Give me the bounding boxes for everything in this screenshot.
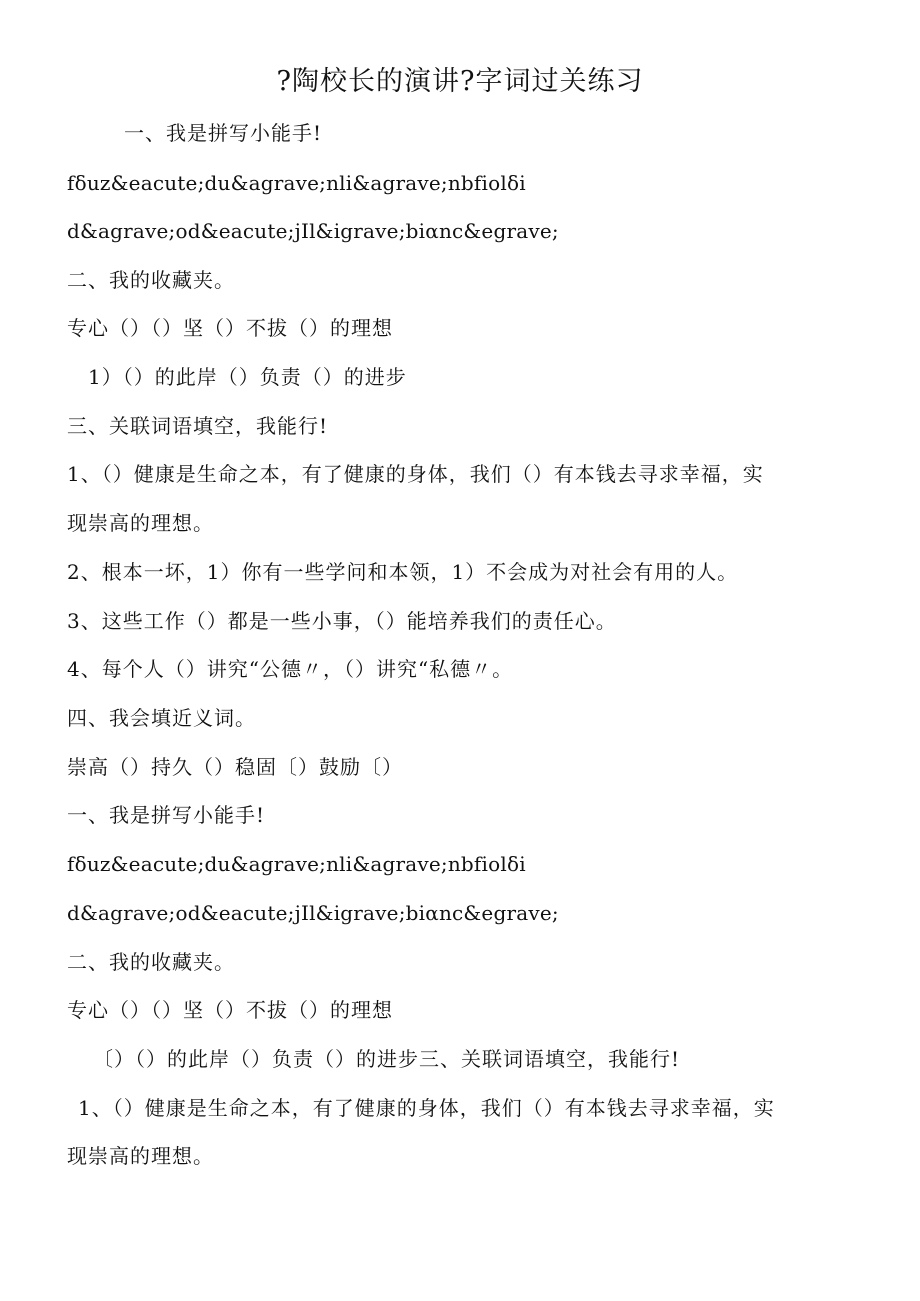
section-4-heading: 四、我会填近义词。 (67, 706, 256, 730)
section-2-heading: 二、我的收藏夹。 (67, 268, 235, 292)
section-1-heading: 一、我是拼写小能手! (124, 121, 323, 145)
fill-blank-line-2: 1）（）的此岸（）负责（）的进步 (88, 365, 407, 389)
question-2: 2、根本一坏，1）你有一些学问和本领，1）不会成为对社会有用的人。 (67, 560, 739, 584)
question-3: 3、这些工作（）都是一些小事，（）能培养我们的责任心。 (67, 609, 617, 633)
pinyin-line-2-repeat: d&agrave;od&eacute;jIl&igrave;biαnc&egrave; (67, 901, 559, 925)
fill-blank-line-2-repeat: 〔）（）的此岸（）负责（）的进步三、关联词语填空，我能行! (93, 1047, 681, 1071)
question-1-line-1: 1、（）健康是生命之本，有了健康的身体，我们（）有本钱去寻求幸福，实 (67, 462, 764, 486)
section-2-heading-repeat: 二、我的收藏夹。 (67, 950, 235, 974)
synonym-line: 崇高（）持久（）稳固〔）鼓励〔） (67, 755, 403, 779)
question-1-line-2: 现崇高的理想。 (67, 511, 214, 535)
pinyin-line-1-repeat: fδuz&eacute;du&agrave;nli&agrave;nbfiolδi (67, 852, 526, 876)
fill-blank-line-1: 专心（）（）坚（）不拔（）的理想 (67, 316, 393, 340)
question-1-line-1-repeat: 1、（）健康是生命之本，有了健康的身体，我们（）有本钱去寻求幸福，实 (78, 1096, 775, 1120)
pinyin-line-2: d&agrave;od&eacute;jIl&igrave;biαnc&egrave; (67, 219, 559, 243)
pinyin-line-1: fδuz&eacute;du&agrave;nli&agrave;nbfiolδi (67, 171, 526, 195)
fill-blank-line-1-repeat: 专心（）（）坚（）不拔（）的理想 (67, 998, 393, 1022)
section-1-heading-repeat: 一、我是拼写小能手! (67, 803, 266, 827)
question-1-line-2-repeat: 现崇高的理想。 (67, 1144, 214, 1168)
section-3-heading: 三、关联词语填空，我能行! (67, 414, 329, 438)
question-4: 4、每个人（）讲究“公德〃，（）讲究“私德〃。 (67, 657, 514, 681)
page-title: ?陶校长的演讲?字词过关练习 (276, 66, 644, 97)
